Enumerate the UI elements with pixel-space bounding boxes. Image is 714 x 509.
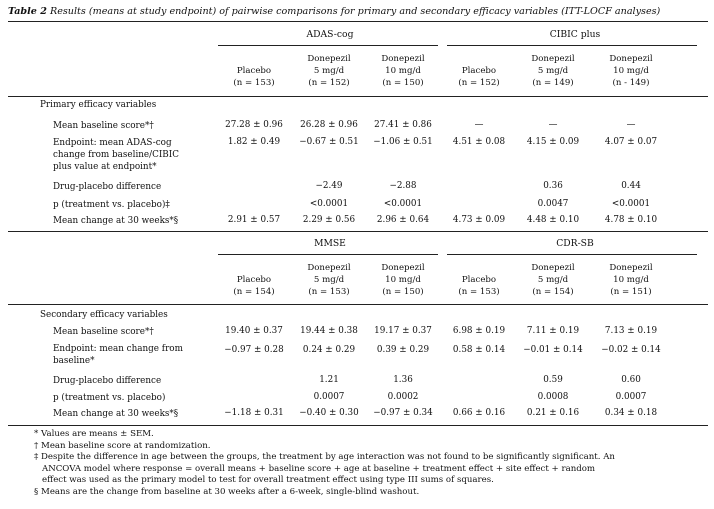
table-cell: 19.44 ± 0.38	[300, 326, 358, 336]
table-cell: −1.06 ± 0.51	[373, 137, 433, 147]
table-cell: −0.97 ± 0.28	[224, 345, 284, 355]
table-cell: 7.11 ± 0.19	[526, 326, 580, 336]
table-cell: 2.91 ± 0.57	[227, 215, 281, 225]
row-label: Mean change at 30 weeks*§	[53, 409, 179, 419]
footnote: ANCOVA model where response = overall means + baseline score + age at baseline + treatment effect + site effect + random	[42, 463, 596, 474]
footnote: ‡ Despite the difference in age between the groups, the treatment by age interaction was not found to be significantly significant. An	[34, 452, 615, 462]
table-cell: <0.0001	[383, 199, 423, 209]
bottom-rule	[8, 425, 708, 426]
column-header: Donepezil 10 mg/d (n - 149)	[609, 54, 653, 88]
column-header: Donepezil 10 mg/d (n = 150)	[381, 263, 425, 297]
table-cell: 0.0047	[537, 199, 569, 209]
table-cell: 0.34 ± 0.18	[604, 408, 658, 418]
table-cell: 0.36	[543, 181, 563, 191]
table-cell: 4.07 ± 0.07	[604, 137, 658, 147]
adas-cog-underline	[218, 45, 438, 46]
header-rule	[8, 304, 708, 305]
table-cell: 0.0008	[537, 392, 569, 402]
section-label: Primary efficacy variables	[40, 100, 157, 110]
table-cell: —	[626, 120, 636, 130]
row-label: p (treatment vs. placebo)	[53, 393, 166, 403]
table-cell: −0.01 ± 0.14	[523, 345, 583, 355]
table-cell: 4.51 ± 0.08	[452, 137, 506, 147]
footnote: § Means are the change from baseline at 30 weeks after a 6-week, single-blind washout.	[34, 486, 420, 497]
table-cell: 0.66 ± 0.16	[452, 408, 506, 418]
table-cell: 0.59	[543, 375, 563, 385]
table-cell: −0.40 ± 0.30	[299, 408, 359, 418]
table-cell: 0.60	[621, 375, 641, 385]
table-cell: <0.0001	[611, 199, 651, 209]
table-cell: 0.44	[621, 181, 641, 191]
table-cell: 2.96 ± 0.64	[376, 215, 430, 225]
column-header: Placebo (n = 154)	[233, 275, 275, 297]
row-label: Mean change at 30 weeks*§	[53, 216, 179, 226]
row-label: Drug-placebo difference	[53, 376, 162, 386]
table-cell: 4.48 ± 0.10	[526, 215, 580, 225]
table-cell: 4.78 ± 0.10	[604, 215, 658, 225]
header-rule	[8, 96, 708, 97]
table-cell: —	[548, 120, 558, 130]
table-cell: −0.67 ± 0.51	[299, 137, 359, 147]
table-cell: −2.88	[389, 181, 417, 191]
footnote: † Mean baseline score at randomization.	[34, 440, 211, 451]
column-header: Donepezil 10 mg/d (n = 151)	[609, 263, 653, 297]
table-cell: 7.13 ± 0.19	[604, 326, 658, 336]
section-label: Secondary efficacy variables	[40, 310, 168, 320]
table-cell: 1.21	[319, 375, 339, 385]
column-header: Placebo (n = 153)	[458, 275, 500, 297]
top-rule	[8, 21, 708, 22]
column-header: Placebo (n = 153)	[233, 66, 275, 88]
table-title: Table 2 Results (means at study endpoint) of pairwise comparisons for primary and secondary efficacy variables (ITT-LOCF analyses)	[8, 6, 661, 17]
table-cell: 19.17 ± 0.37	[374, 326, 432, 336]
table-cell: 27.28 ± 0.96	[225, 120, 283, 130]
row-label: Mean baseline score*†	[53, 327, 154, 337]
table-cell: 4.15 ± 0.09	[526, 137, 580, 147]
table-cell: 0.0007	[313, 392, 345, 402]
cibic-plus-underline	[447, 45, 697, 46]
table-cell: 26.28 ± 0.96	[300, 120, 358, 130]
group-header-cdr-sb: CDR-SB	[556, 238, 594, 249]
table-cell: 0.39 ± 0.29	[376, 345, 430, 355]
table-cell: —	[474, 120, 484, 130]
group-header-adas-cog: ADAS-cog	[306, 29, 354, 40]
group-header-cibic-plus: CIBIC plus	[549, 29, 601, 40]
table-cell: −2.49	[315, 181, 343, 191]
table-cell: 0.0007	[615, 392, 647, 402]
table-cell: 0.24 ± 0.29	[302, 345, 356, 355]
table-cell: 2.29 ± 0.56	[302, 215, 356, 225]
column-header: Donepezil 5 mg/d (n = 149)	[531, 54, 575, 88]
table-cell: 0.21 ± 0.16	[526, 408, 580, 418]
column-header: Donepezil 5 mg/d (n = 154)	[531, 263, 575, 297]
column-header: Donepezil 10 mg/d (n = 150)	[381, 54, 425, 88]
column-header: Donepezil 5 mg/d (n = 152)	[307, 54, 351, 88]
table-cell: 0.58 ± 0.14	[452, 345, 506, 355]
row-label: Endpoint: mean ADAS-cog change from baseline/CIBIC plus value at endpoint*	[53, 138, 179, 172]
group-header-mmse: MMSE	[314, 238, 346, 249]
table-cell: 19.40 ± 0.37	[225, 326, 283, 336]
table-cell: −1.18 ± 0.31	[224, 408, 284, 418]
table-cell: 6.98 ± 0.19	[452, 326, 506, 336]
table-cell: −0.02 ± 0.14	[601, 345, 661, 355]
table-cell: 0.0002	[387, 392, 419, 402]
footnote: * Values are means ± SEM.	[34, 429, 154, 439]
row-label: p (treatment vs. placebo)‡	[53, 200, 170, 210]
row-label: Endpoint: mean change from baseline*	[53, 344, 183, 366]
row-label: Mean baseline score*†	[53, 121, 154, 131]
table-cell: <0.0001	[309, 199, 349, 209]
column-header: Donepezil 5 mg/d (n = 153)	[307, 263, 351, 297]
table-cell: −0.97 ± 0.34	[373, 408, 433, 418]
column-header: Placebo (n = 152)	[458, 66, 500, 88]
table-cell: 4.73 ± 0.09	[452, 215, 506, 225]
row-label: Drug-placebo difference	[53, 182, 162, 192]
block-rule	[8, 231, 708, 232]
table-cell: 1.36	[393, 375, 413, 385]
table-cell: 27.41 ± 0.86	[374, 120, 432, 130]
cdr-sb-underline	[447, 254, 697, 255]
footnotes	[34, 429, 615, 498]
mmse-underline	[218, 254, 438, 255]
footnote: effect was used as the primary model to test for overall treatment effect using type III sums of squares.	[42, 475, 494, 485]
table-cell: 1.82 ± 0.49	[227, 137, 281, 147]
